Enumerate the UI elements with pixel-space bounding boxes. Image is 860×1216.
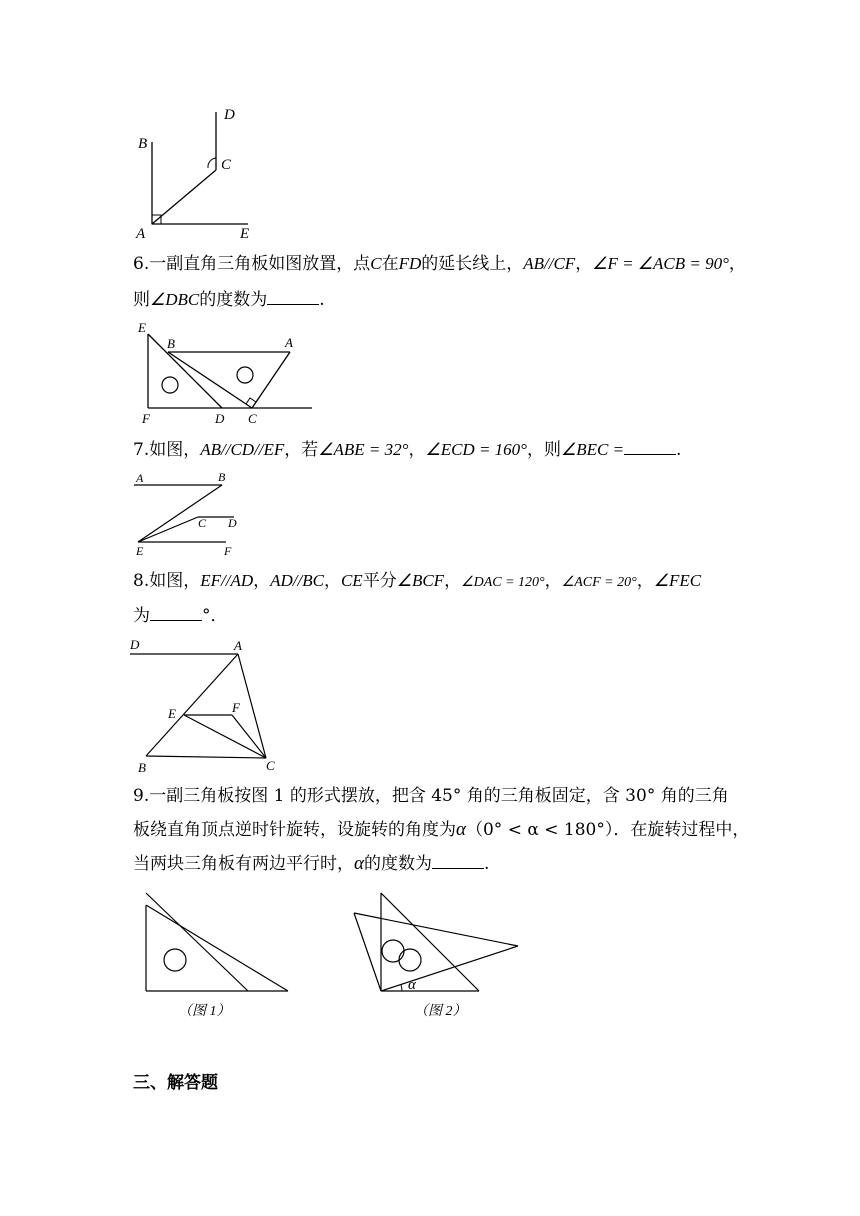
label-D: D bbox=[228, 516, 237, 530]
label-D: D bbox=[224, 107, 235, 123]
label-B: B bbox=[138, 136, 148, 152]
question-6-line2: 则∠DBC的度数为 . bbox=[133, 290, 325, 310]
label-C: C bbox=[221, 157, 232, 173]
label-D: D bbox=[130, 637, 140, 652]
label-E: E bbox=[138, 320, 146, 335]
label-D: D bbox=[215, 411, 225, 426]
label-E: E bbox=[168, 706, 176, 721]
answer-blank bbox=[267, 290, 319, 305]
answer-blank bbox=[432, 854, 484, 869]
label-F: F bbox=[142, 411, 150, 426]
alpha-label: α bbox=[408, 977, 416, 993]
figure-q5 bbox=[128, 100, 268, 245]
section-title: 三、解答题 bbox=[133, 1073, 218, 1093]
label-E: E bbox=[136, 544, 144, 558]
figure-q7 bbox=[128, 468, 248, 558]
figure-2 bbox=[354, 893, 518, 1019]
figure-q6 bbox=[130, 320, 320, 430]
label-B: B bbox=[138, 760, 146, 775]
label-A: A bbox=[285, 335, 293, 350]
question-8-line2: 为 °． bbox=[133, 606, 228, 626]
question-9-line3: 当两块三角板有两边平行时，α的度数为 . bbox=[133, 853, 490, 874]
label-B: B bbox=[218, 470, 226, 484]
label-C: C bbox=[266, 758, 275, 773]
label-A: A bbox=[136, 226, 146, 242]
question-8-line1: 8.如图，EF//AD，AD//BC，CE平分∠BCF，∠DAC = 120°，∠ACF = 20°，∠FEC bbox=[133, 571, 702, 591]
question-9-line1: 9.一副三角板按图 1 的形式摆放，把含 45° 角的三角板固定，含 30° 角的三角 bbox=[133, 786, 729, 806]
answer-blank bbox=[624, 440, 676, 455]
figure-1 bbox=[146, 893, 288, 1019]
question-7: 7.如图，AB//CD//EF，若∠ABE = 32°，∠ECD = 160°，则∠BEC = . bbox=[133, 440, 682, 460]
caption-figure-1: （图 1） bbox=[178, 1004, 231, 1019]
label-A: A bbox=[234, 638, 242, 653]
caption-figure-2: （图 2） bbox=[414, 1004, 467, 1019]
label-E: E bbox=[240, 226, 250, 242]
label-B: B bbox=[167, 336, 175, 351]
figure-q8 bbox=[128, 636, 288, 776]
question-6-line1: 6.一副直角三角板如图放置，点C在FD的延长线上，AB//CF，∠F = ∠ACB = 90°， bbox=[133, 254, 746, 274]
answer-blank bbox=[150, 606, 202, 621]
label-F: F bbox=[232, 700, 240, 715]
figure-q9 bbox=[140, 885, 530, 1025]
question-9-line2: 板绕直角顶点逆时针旋转，设旋转的角度为α（0° < α < 180°）．在旋转过程中， bbox=[133, 819, 750, 840]
label-A: A bbox=[136, 471, 144, 485]
label-C: C bbox=[248, 411, 257, 426]
label-F: F bbox=[224, 544, 232, 558]
label-C: C bbox=[198, 516, 207, 530]
